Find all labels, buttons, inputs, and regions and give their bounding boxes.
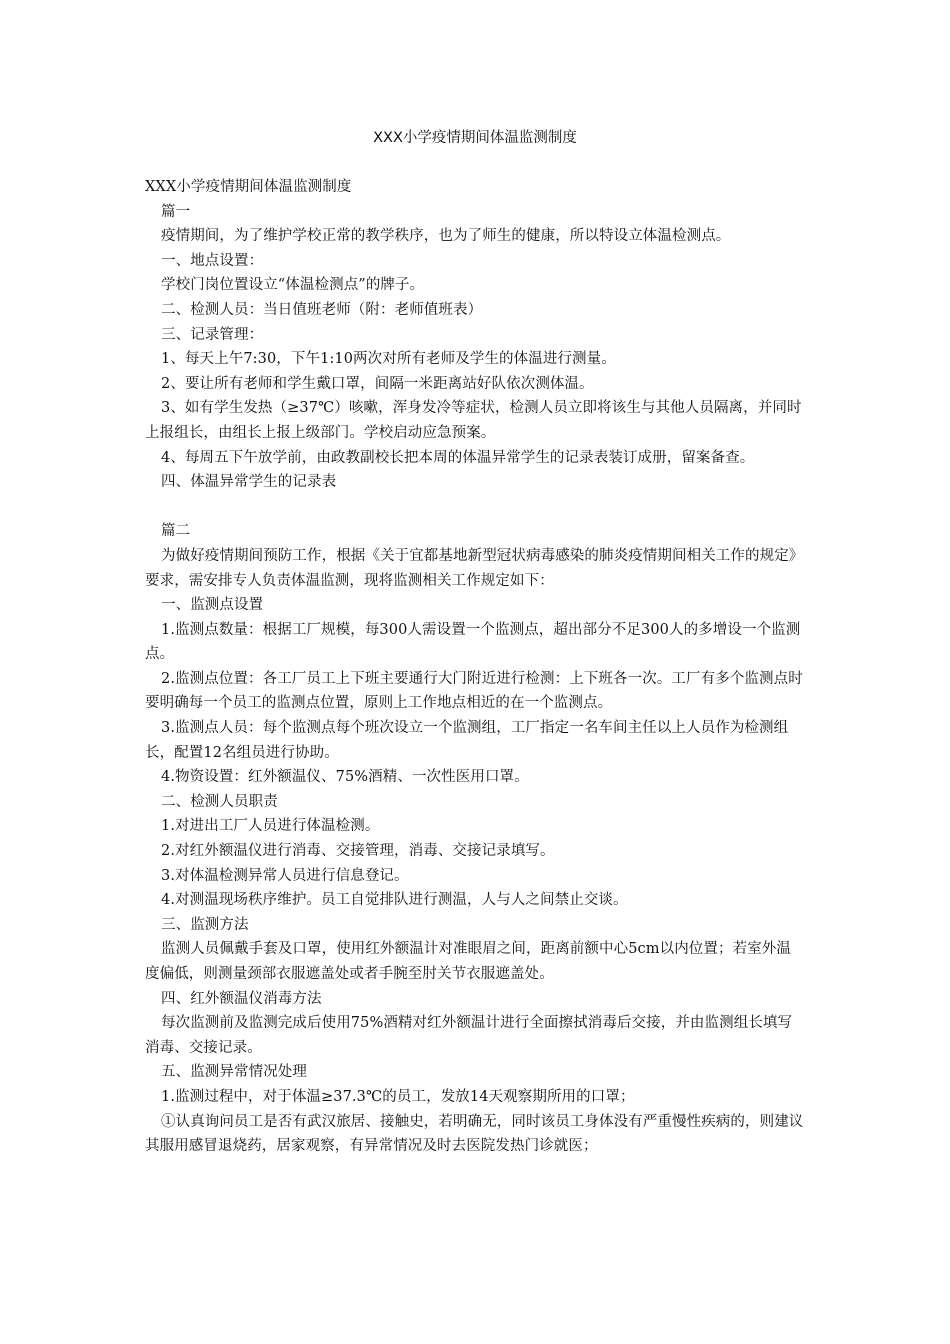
- part1-section4-title: 四、体温异常学生的记录表: [161, 474, 337, 491]
- part2-section3-text: 监测人员佩戴手套及口罩，使用红外额温计对准眼眉之间，距离前额中心5cm以内位置；若室外温度偏低，则测量颈部衣服遮盖处或者手腕至肘关节衣服遮盖处。: [145, 941, 791, 982]
- part2-section2-item: 2.对红外额温仪进行消毒、交接管理，消毒、交接记录填写。: [161, 843, 555, 860]
- part1-section3-item: 1、每天上午7:30，下午1:10两次对所有老师及学生的体温进行测量。: [161, 351, 616, 368]
- part2-section2-item: 3.对体温检测异常人员进行信息登记。: [161, 867, 409, 884]
- document-body: [145, 175, 805, 1159]
- part1-section1-text: 学校门岗位置设立“体温检测点”的牌子。: [161, 277, 425, 294]
- part2-section3-title: 三、监测方法: [161, 916, 249, 933]
- part1-section2-title: 二、检测人员：当日值班老师（附：老师值班表）: [161, 301, 483, 318]
- part2-intro: 为做好疫情期间预防工作，根据《关于宜都基地新型冠状病毒感染的肺炎疫情期间相关工作的规定》要求，需安排专人负责体温监测，现将监测相关工作规定如下：: [145, 547, 804, 589]
- part1-section3-item: 3、如有学生发热（≥37℃）咳嗽，浑身发冷等症状，检测人员立即将该生与其他人员隔离，并同时上报组长，由组长上报上级部门。学校启动应急预案。: [145, 400, 802, 441]
- part1-section1-title: 一、地点设置：: [161, 252, 264, 269]
- part2-section2-title: 二、检测人员职责: [161, 793, 278, 810]
- part2-section5-subitem: ①认真询问员工是否有武汉旅居、接触史，若明确无，同时该员工身体没有严重慢性疾病的，则建议其服用感冒退烧药，居家观察，有异常情况及时去医院发热门诊就医；: [145, 1113, 804, 1155]
- part2-section2-item: 1.对进出工厂人员进行体温检测。: [161, 818, 380, 835]
- part1-label: 篇一: [161, 203, 191, 220]
- part2-section1-item: 4.物资设置：红外额温仪、75%酒精、一次性医用口罩。: [161, 769, 529, 786]
- part2-section2-item: 4.对测温现场秩序维护。员工自觉排队进行测温，人与人之间禁止交谈。: [161, 892, 628, 909]
- part1-section3-title: 三、记录管理：: [161, 326, 264, 343]
- paragraph-spacer: [145, 495, 805, 520]
- part2-section5-title: 五、监测异常情况处理: [161, 1064, 307, 1081]
- part1-section3-item: 2、要让所有老师和学生戴口罩，间隔一米距离站好队依次测体温。: [161, 375, 594, 392]
- document-title: XXX小学疫情期间体温监测制度: [373, 130, 577, 146]
- part2-section1-item: 3.监测点人员：每个监测点每个班次设立一个监测组，工厂指定一名车间主任以上人员作为检测组长，配置12名组员进行协助。: [145, 720, 789, 761]
- part1-section3-item: 4、每周五下午放学前，由政教副校长把本周的体温异常学生的记录表装订成册，留案备查。: [161, 449, 755, 466]
- part1-intro: 疫情期间，为了维护学校正常的教学秩序，也为了师生的健康，所以特设立体温检测点。: [161, 228, 731, 245]
- part2-section4-text: 每次监测前及监测完成后使用75%酒精对红外额温计进行全面擦拭消毒后交接，并由监测组长填写消毒、交接记录。: [145, 1015, 793, 1056]
- part2-label: 篇二: [161, 523, 191, 540]
- part2-section1-title: 一、监测点设置: [161, 597, 264, 614]
- document-heading: XXX小学疫情期间体温监测制度: [145, 179, 352, 195]
- part2-section4-title: 四、红外额温仪消毒方法: [161, 990, 322, 1007]
- part2-section1-item: 1.监测点数量：根据工厂规模，每300人需设置一个监测点，超出部分不足300人的多增设一个监测点。: [145, 621, 801, 663]
- part2-section5-item: 1.监测过程中，对于体温≥37.3℃的员工，发放14天观察期所用的口罩；: [161, 1088, 635, 1105]
- part2-section1-item: 2.监测点位置：各工厂员工上下班主要通行大门附近进行检测：上下班各一次。工厂有多个监测点时要明确每一个员工的监测点位置，原则上工作地点相近的在一个监测点。: [145, 670, 803, 712]
